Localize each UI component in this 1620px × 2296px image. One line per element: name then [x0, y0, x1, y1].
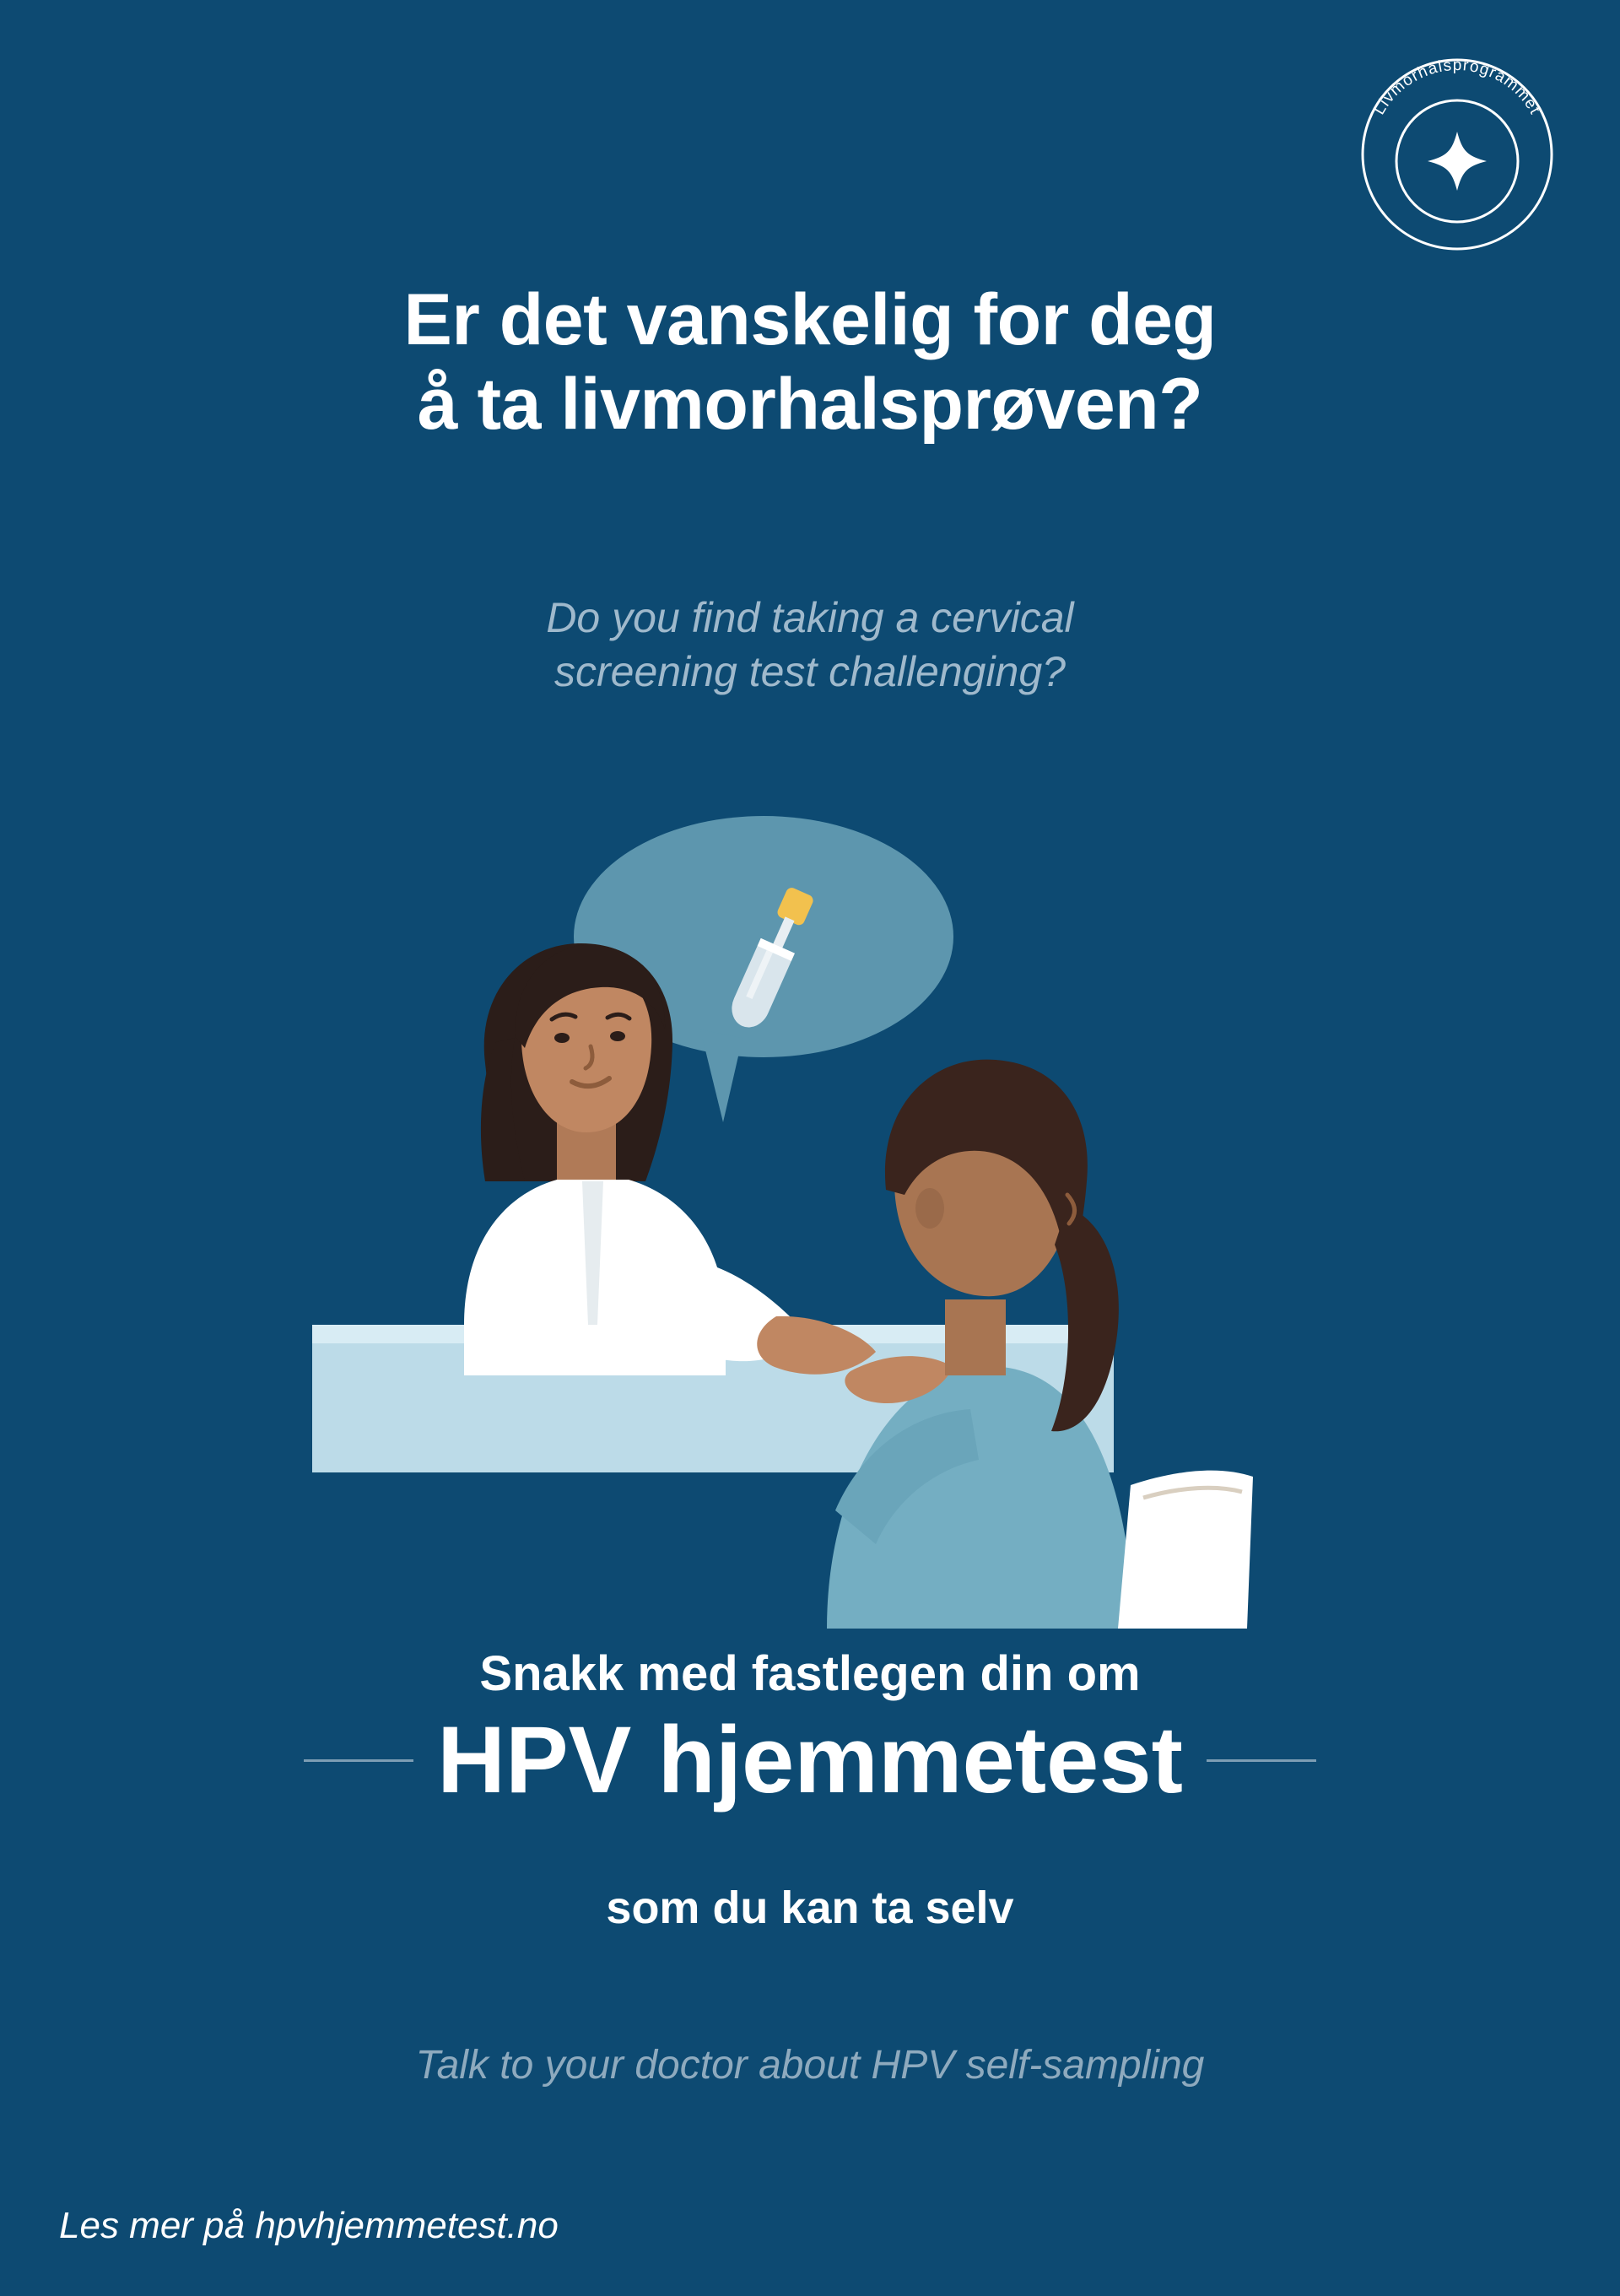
subheadline-line-1: Do you find taking a cervical [546, 594, 1074, 641]
message-top: Snakk med fastlegen din om [479, 1646, 1141, 1701]
livmorhalsprogrammet-logo [1343, 41, 1571, 268]
subheadline-line-2: screening test challenging? [554, 648, 1066, 695]
rule-right [1207, 1759, 1316, 1762]
footer-link[interactable]: Les mer på hpvhjemmetest.no [59, 2205, 559, 2246]
headline-line-2: å ta livmorhalsprøven? [417, 363, 1203, 445]
illustration [0, 785, 1620, 1629]
rule-left [304, 1759, 413, 1762]
message-bottom: som du kan ta selv [606, 1883, 1014, 1933]
message-main-row [0, 1707, 1620, 1812]
four-point-star-icon [1428, 132, 1487, 191]
message-main: HPV hjemmetest [437, 1707, 1183, 1812]
headline-line-1: Er det vanskelig for deg [403, 279, 1217, 360]
headline [0, 278, 1620, 447]
svg-text:Livmorhalsprogrammet: Livmorhalsprogrammet [1370, 57, 1544, 118]
subheadline-english [0, 591, 1620, 699]
tagline-english: Talk to your doctor about HPV self-sampling [415, 2043, 1205, 2088]
